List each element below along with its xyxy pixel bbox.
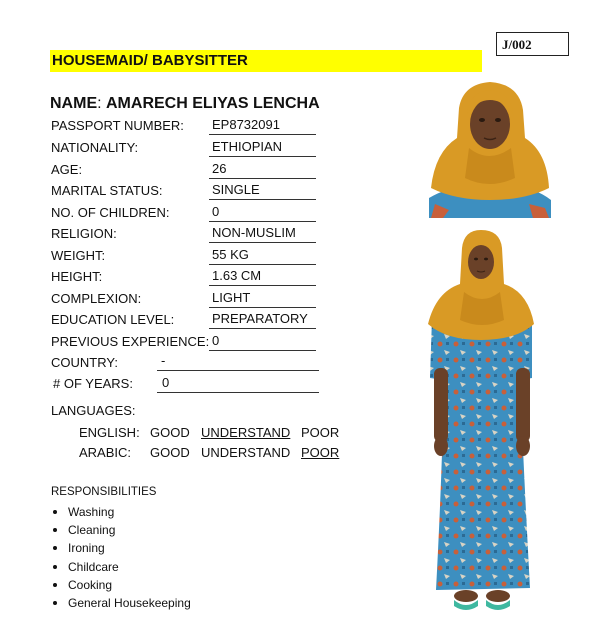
years-value: 0: [157, 375, 319, 393]
bullet-icon: [53, 546, 57, 550]
list-item: Washing: [53, 505, 191, 523]
list-item: General Housekeeping: [53, 596, 191, 614]
religion-label: RELIGION:: [51, 226, 117, 241]
bullet-icon: [53, 565, 57, 569]
passport-label: PASSPORT NUMBER:: [51, 118, 184, 133]
complexion-label: COMPLEXION:: [51, 291, 142, 306]
name-value: AMARECH ELIYAS LENCHA: [106, 95, 320, 112]
marital-status-value: SINGLE: [209, 182, 316, 200]
experience-label: PREVIOUS EXPERIENCE:: [51, 334, 210, 349]
reference-code-box: J/002: [496, 32, 569, 56]
height-label: HEIGHT:: [51, 269, 103, 284]
level-good: GOOD: [150, 445, 190, 460]
full-body-photo: [420, 228, 542, 613]
list-item: Cleaning: [53, 523, 191, 541]
language-name: ENGLISH:: [79, 425, 140, 440]
children-value: 0: [209, 204, 316, 222]
marital-status-label: MARITAL STATUS:: [51, 183, 163, 198]
level-poor: POOR: [301, 425, 340, 440]
responsibilities-heading: RESPONSIBILITIES: [51, 486, 157, 498]
education-label: EDUCATION LEVEL:: [51, 312, 175, 327]
job-title-banner: HOUSEMAID/ BABYSITTER: [50, 50, 482, 72]
list-item: Childcare: [53, 560, 191, 578]
page-top-edge: [0, 0, 600, 4]
portrait-photo: [429, 78, 551, 218]
age-value: 26: [209, 161, 316, 179]
level-understand: UNDERSTAND: [201, 445, 291, 460]
nationality-label: NATIONALITY:: [51, 140, 139, 155]
language-name: ARABIC:: [79, 445, 132, 460]
level-poor-selected: POOR: [301, 445, 340, 460]
bullet-icon: [53, 510, 57, 514]
height-value: 1.63 CM: [209, 268, 316, 286]
responsibilities-list: [53, 505, 191, 614]
bullet-icon: [53, 601, 57, 605]
bullet-icon: [53, 583, 57, 587]
country-value: -: [157, 353, 319, 371]
list-item: Cooking: [53, 578, 191, 596]
level-good: GOOD: [150, 425, 190, 440]
nationality-value: ETHIOPIAN: [209, 139, 316, 157]
bullet-icon: [53, 528, 57, 532]
weight-label: WEIGHT:: [51, 248, 106, 263]
level-understand-selected: UNDERSTAND: [201, 425, 291, 440]
years-label: # OF YEARS:: [53, 376, 133, 391]
experience-value: 0: [209, 333, 316, 351]
weight-value: 55 KG: [209, 247, 316, 265]
candidate-name: NAME: AMARECH ELIYAS LENCHA: [50, 95, 320, 112]
list-item: Ironing: [53, 541, 191, 559]
passport-value: EP8732091: [209, 117, 316, 135]
languages-heading: LANGUAGES:: [51, 403, 136, 418]
religion-value: NON-MUSLIM: [209, 225, 316, 243]
country-label: COUNTRY:: [51, 355, 118, 370]
children-label: NO. OF CHILDREN:: [51, 205, 170, 220]
name-label: NAME: [50, 95, 98, 112]
education-value: PREPARATORY: [209, 311, 316, 329]
age-label: AGE:: [51, 162, 83, 177]
complexion-value: LIGHT: [209, 290, 316, 308]
